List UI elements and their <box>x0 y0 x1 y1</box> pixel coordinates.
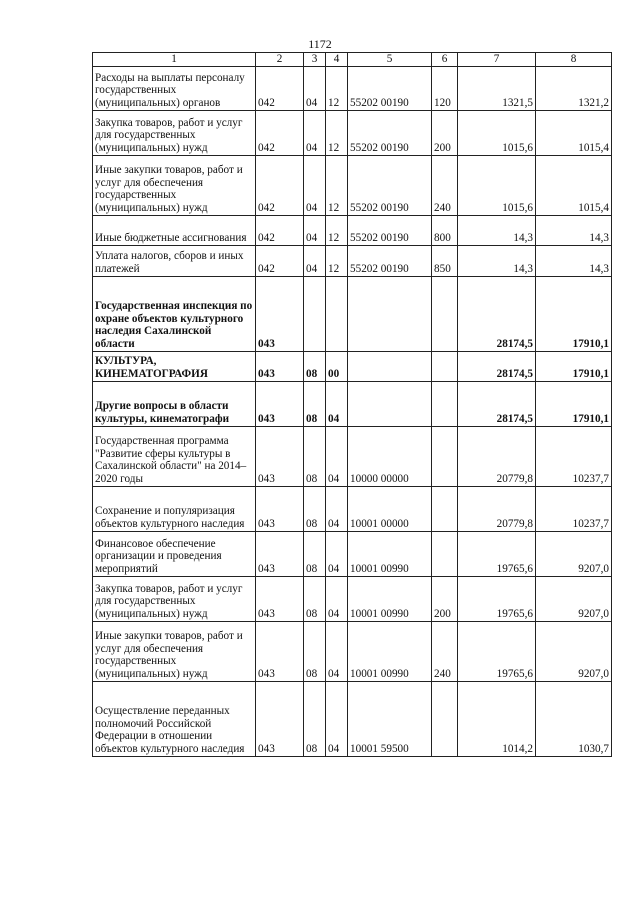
table-row <box>93 276 612 351</box>
cell-subsection: 12 <box>326 66 348 110</box>
cell-expense-type <box>432 531 458 576</box>
table-row <box>93 576 612 621</box>
row-name: Осуществление переданных полномочий Российской Федерации в отношении объектов культурного наследия <box>93 681 256 756</box>
cell-admin-code: 042 <box>256 215 304 245</box>
table-row <box>93 681 612 756</box>
table-row <box>93 66 612 110</box>
cell-amount-plan: 20779,8 <box>458 426 536 486</box>
cell-amount-plan: 28174,5 <box>458 381 536 426</box>
cell-admin-code: 043 <box>256 486 304 531</box>
row-name: КУЛЬТУРА, КИНЕМАТОГРАФИЯ <box>93 351 256 381</box>
cell-target-article: 55202 00190 <box>348 110 432 155</box>
cell-subsection: 04 <box>326 426 348 486</box>
cell-amount-actual: 9207,0 <box>536 576 612 621</box>
cell-section: 08 <box>304 351 326 381</box>
cell-expense-type: 120 <box>432 66 458 110</box>
cell-target-article <box>348 276 432 351</box>
table-row <box>93 621 612 681</box>
cell-section: 04 <box>304 215 326 245</box>
cell-subsection <box>326 276 348 351</box>
cell-admin-code: 043 <box>256 621 304 681</box>
column-header: 8 <box>536 53 612 67</box>
cell-admin-code: 043 <box>256 351 304 381</box>
column-header: 5 <box>348 53 432 67</box>
column-header: 3 <box>304 53 326 67</box>
cell-admin-code: 043 <box>256 426 304 486</box>
row-name: Финансовое обеспечение организации и проведения мероприятий <box>93 531 256 576</box>
cell-amount-actual: 17910,1 <box>536 276 612 351</box>
cell-subsection: 04 <box>326 531 348 576</box>
cell-amount-actual: 1030,7 <box>536 681 612 756</box>
cell-section: 08 <box>304 621 326 681</box>
cell-expense-type <box>432 426 458 486</box>
cell-amount-actual: 14,3 <box>536 215 612 245</box>
row-name: Сохранение и популяризация объектов культурного наследия <box>93 486 256 531</box>
cell-section: 08 <box>304 576 326 621</box>
cell-admin-code: 042 <box>256 66 304 110</box>
cell-target-article: 10001 59500 <box>348 681 432 756</box>
row-name: Расходы на выплаты персоналу государственных (муниципальных) органов <box>93 66 256 110</box>
cell-amount-plan: 14,3 <box>458 245 536 276</box>
cell-section: 04 <box>304 245 326 276</box>
cell-target-article: 10001 00990 <box>348 621 432 681</box>
column-header: 7 <box>458 53 536 67</box>
cell-subsection: 12 <box>326 155 348 215</box>
row-name: Государственная программа "Развитие сферы культуры в Сахалинской области" на 2014–2020 годы <box>93 426 256 486</box>
row-name: Другие вопросы в области культуры, кинематографи <box>93 381 256 426</box>
cell-section: 04 <box>304 110 326 155</box>
cell-amount-plan: 19765,6 <box>458 621 536 681</box>
cell-target-article: 55202 00190 <box>348 245 432 276</box>
cell-subsection: 04 <box>326 681 348 756</box>
cell-target-article: 55202 00190 <box>348 155 432 215</box>
cell-expense-type: 240 <box>432 155 458 215</box>
cell-amount-plan: 20779,8 <box>458 486 536 531</box>
table-row <box>93 486 612 531</box>
cell-section: 08 <box>304 426 326 486</box>
row-name: Иные бюджетные ассигнования <box>93 215 256 245</box>
cell-amount-actual: 17910,1 <box>536 381 612 426</box>
cell-amount-actual: 9207,0 <box>536 531 612 576</box>
cell-amount-actual: 10237,7 <box>536 486 612 531</box>
table-row <box>93 381 612 426</box>
cell-admin-code: 042 <box>256 155 304 215</box>
cell-amount-plan: 14,3 <box>458 215 536 245</box>
cell-amount-plan: 19765,6 <box>458 531 536 576</box>
cell-amount-actual: 9207,0 <box>536 621 612 681</box>
cell-section: 08 <box>304 381 326 426</box>
cell-admin-code: 042 <box>256 245 304 276</box>
header-row <box>93 53 612 67</box>
page-number: 1172 <box>308 37 332 51</box>
row-name: Иные закупки товаров, работ и услуг для обеспечения государственных (муниципальных) нужд <box>93 621 256 681</box>
cell-subsection: 04 <box>326 576 348 621</box>
cell-section: 08 <box>304 531 326 576</box>
table-row <box>93 245 612 276</box>
cell-expense-type: 800 <box>432 215 458 245</box>
cell-subsection: 04 <box>326 621 348 681</box>
cell-subsection: 12 <box>326 110 348 155</box>
cell-amount-actual: 1321,2 <box>536 66 612 110</box>
cell-target-article: 10000 00000 <box>348 426 432 486</box>
cell-amount-actual: 10237,7 <box>536 426 612 486</box>
column-header: 4 <box>326 53 348 67</box>
column-header: 6 <box>432 53 458 67</box>
cell-amount-plan: 1015,6 <box>458 110 536 155</box>
cell-amount-plan: 19765,6 <box>458 576 536 621</box>
cell-expense-type <box>432 276 458 351</box>
cell-section: 08 <box>304 681 326 756</box>
cell-amount-actual: 1015,4 <box>536 155 612 215</box>
table-row <box>93 426 612 486</box>
cell-amount-actual: 14,3 <box>536 245 612 276</box>
cell-subsection: 12 <box>326 245 348 276</box>
cell-admin-code: 043 <box>256 381 304 426</box>
cell-subsection: 12 <box>326 215 348 245</box>
cell-target-article <box>348 381 432 426</box>
cell-target-article: 10001 00990 <box>348 576 432 621</box>
cell-amount-plan: 28174,5 <box>458 276 536 351</box>
cell-target-article: 55202 00190 <box>348 66 432 110</box>
cell-expense-type: 200 <box>432 110 458 155</box>
cell-amount-plan: 1321,5 <box>458 66 536 110</box>
cell-expense-type <box>432 351 458 381</box>
cell-subsection: 00 <box>326 351 348 381</box>
table-row <box>93 110 612 155</box>
cell-section: 04 <box>304 155 326 215</box>
cell-target-article: 10001 00990 <box>348 531 432 576</box>
cell-section: 04 <box>304 66 326 110</box>
table-row <box>93 155 612 215</box>
cell-expense-type <box>432 681 458 756</box>
row-name: Закупка товаров, работ и услуг для государственных (муниципальных) нужд <box>93 110 256 155</box>
row-name: Закупка товаров, работ и услуг для государственных (муниципальных) нужд <box>93 576 256 621</box>
cell-expense-type <box>432 486 458 531</box>
table-row <box>93 531 612 576</box>
cell-amount-plan: 28174,5 <box>458 351 536 381</box>
row-name: Уплата налогов, сборов и иных платежей <box>93 245 256 276</box>
column-header: 1 <box>93 53 256 67</box>
cell-expense-type: 850 <box>432 245 458 276</box>
cell-amount-actual: 1015,4 <box>536 110 612 155</box>
cell-amount-plan: 1015,6 <box>458 155 536 215</box>
cell-admin-code: 042 <box>256 110 304 155</box>
cell-admin-code: 043 <box>256 576 304 621</box>
table-row <box>93 351 612 381</box>
budget-table <box>92 52 612 757</box>
cell-admin-code: 043 <box>256 276 304 351</box>
cell-expense-type: 200 <box>432 576 458 621</box>
column-header: 2 <box>256 53 304 67</box>
cell-amount-actual: 17910,1 <box>536 351 612 381</box>
cell-subsection: 04 <box>326 381 348 426</box>
cell-target-article: 10001 00000 <box>348 486 432 531</box>
cell-admin-code: 043 <box>256 531 304 576</box>
cell-expense-type <box>432 381 458 426</box>
cell-section: 08 <box>304 486 326 531</box>
cell-admin-code: 043 <box>256 681 304 756</box>
cell-section <box>304 276 326 351</box>
cell-expense-type: 240 <box>432 621 458 681</box>
row-name: Государственная инспекция по охране объектов культурного наследия Сахалинской области <box>93 276 256 351</box>
cell-target-article <box>348 351 432 381</box>
cell-subsection: 04 <box>326 486 348 531</box>
row-name: Иные закупки товаров, работ и услуг для обеспечения государственных (муниципальных) нужд <box>93 155 256 215</box>
table-row <box>93 215 612 245</box>
cell-amount-plan: 1014,2 <box>458 681 536 756</box>
cell-target-article: 55202 00190 <box>348 215 432 245</box>
